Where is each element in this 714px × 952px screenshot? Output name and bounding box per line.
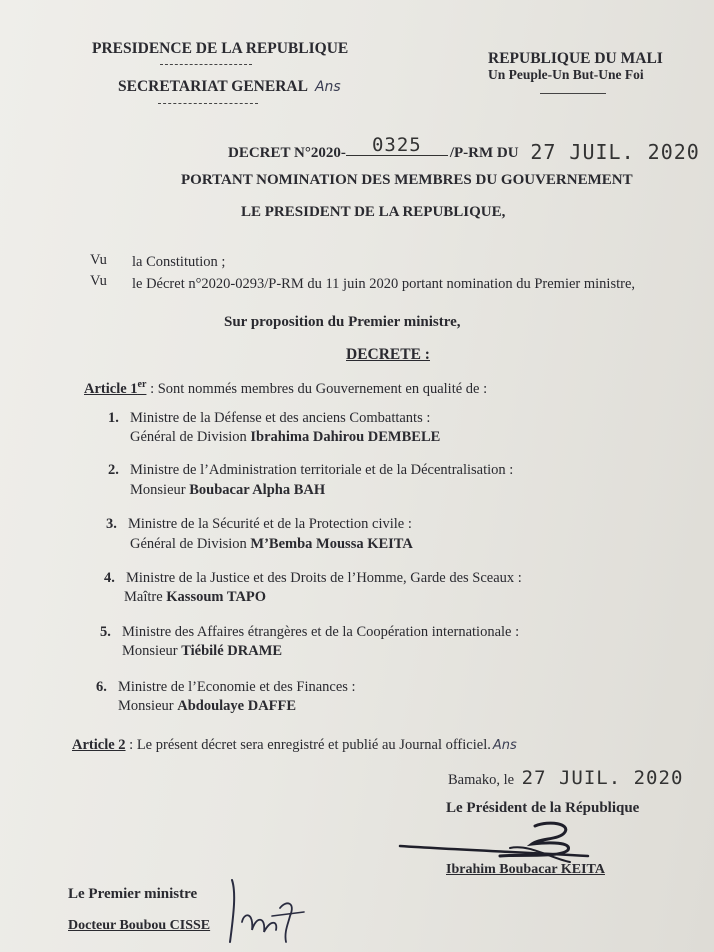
president-title: Le Président de la République: [446, 800, 640, 816]
article-2: [72, 737, 517, 754]
visa-label: Vu: [90, 252, 107, 268]
decree-prefix: DECRET N°2020-: [228, 145, 346, 161]
decree-number-line: [228, 134, 700, 164]
minister-post: 5. Ministre des Affaires étrangères et de la Coopération internationale :: [100, 624, 520, 640]
visa-label: Vu: [90, 273, 107, 289]
visa-text: la Constitution ;: [132, 254, 226, 270]
minister-post: 2. Ministre de l’Administration territoriale et de la Décentralisation :: [108, 462, 514, 478]
secretariat-label: SECRETARIAT GENERAL: [118, 78, 308, 95]
devise: Un Peuple-Un But-Une Foi: [488, 67, 644, 82]
pm-name: Docteur Boubou CISSE: [68, 918, 211, 933]
place-date: [448, 767, 683, 789]
minister-holder: Monsieur Boubacar Alpha BAH: [130, 482, 326, 498]
president-signature: [400, 818, 590, 868]
minister-post: 6. Ministre de l’Economie et des Finances :: [96, 679, 356, 695]
place-label: Bamako, le: [448, 772, 515, 788]
pm-signature: [214, 872, 314, 952]
pm-title: Le Premier ministre: [68, 886, 198, 902]
signature-date: 27 JUIL. 2020: [521, 767, 684, 789]
minister-holder: Monsieur Tiébilé DRAME: [122, 643, 283, 659]
decree-authority: LE PRESIDENT DE LA REPUBLIQUE,: [241, 204, 506, 220]
minister-name: M’Bemba Moussa KEITA: [250, 536, 413, 552]
decree-number: 0325: [346, 135, 448, 156]
minister-post: 3. Ministre de la Sécurité et de la Protection civile :: [106, 516, 412, 532]
minister-name: Kassoum TAPO: [166, 589, 267, 605]
secretariat-heading: [118, 78, 341, 96]
article-1-text: : Sont nommés membres du Gouvernement en qualité de :: [150, 380, 488, 397]
minister-name: Tiébilé DRAME: [181, 643, 283, 659]
divider: [158, 103, 258, 104]
divider: [540, 93, 606, 94]
minister-name: Abdoulaye DAFFE: [177, 698, 297, 714]
president-name: Ibrahim Boubacar KEITA: [446, 862, 605, 877]
minister-name: Ibrahima Dahirou DEMBELE: [250, 429, 441, 445]
article-1: [84, 379, 487, 398]
article-1-label: [84, 381, 146, 397]
decree-suffix: /P-RM DU: [449, 145, 519, 161]
decree-title: PORTANT NOMINATION DES MEMBRES DU GOUVERNEMENT: [181, 172, 633, 188]
presidence-heading: PRESIDENCE DE LA REPUBLIQUE: [92, 40, 349, 57]
visa-text: le Décret n°2020-0293/P-RM du 11 juin 2020 portant nomination du Premier ministre,: [132, 276, 636, 292]
proposal-line: Sur proposition du Premier ministre,: [224, 314, 461, 330]
republique-heading: REPUBLIQUE DU MALI: [488, 50, 663, 67]
minister-holder: Général de Division Ibrahima Dahirou DEMBELE: [130, 429, 441, 445]
decree-date: 27 JUIL. 2020: [530, 140, 700, 164]
minister-name: Boubacar Alpha BAH: [189, 482, 326, 498]
article-1-label-sup: er: [137, 379, 147, 390]
divider: [160, 64, 252, 65]
decrete-heading: DECRETE :: [346, 346, 430, 363]
article-1-label-main: Article 1: [84, 380, 138, 397]
minister-holder: Monsieur Abdoulaye DAFFE: [118, 698, 297, 714]
minister-holder: Général de Division M’Bemba Moussa KEITA: [130, 536, 413, 552]
minister-post: 4. Ministre de la Justice et des Droits de l’Homme, Garde des Sceaux :: [104, 570, 522, 586]
minister-post: 1. Ministre de la Défense et des anciens Combattants :: [108, 410, 431, 426]
article-2-initials: Ans: [492, 738, 517, 753]
minister-holder: Maître Kassoum TAPO: [124, 589, 267, 605]
article-2-text: : Le présent décret sera enregistré et publié au Journal officiel.: [129, 737, 491, 753]
header-initials: Ans: [314, 79, 341, 95]
article-2-label: Article 2: [72, 737, 126, 753]
